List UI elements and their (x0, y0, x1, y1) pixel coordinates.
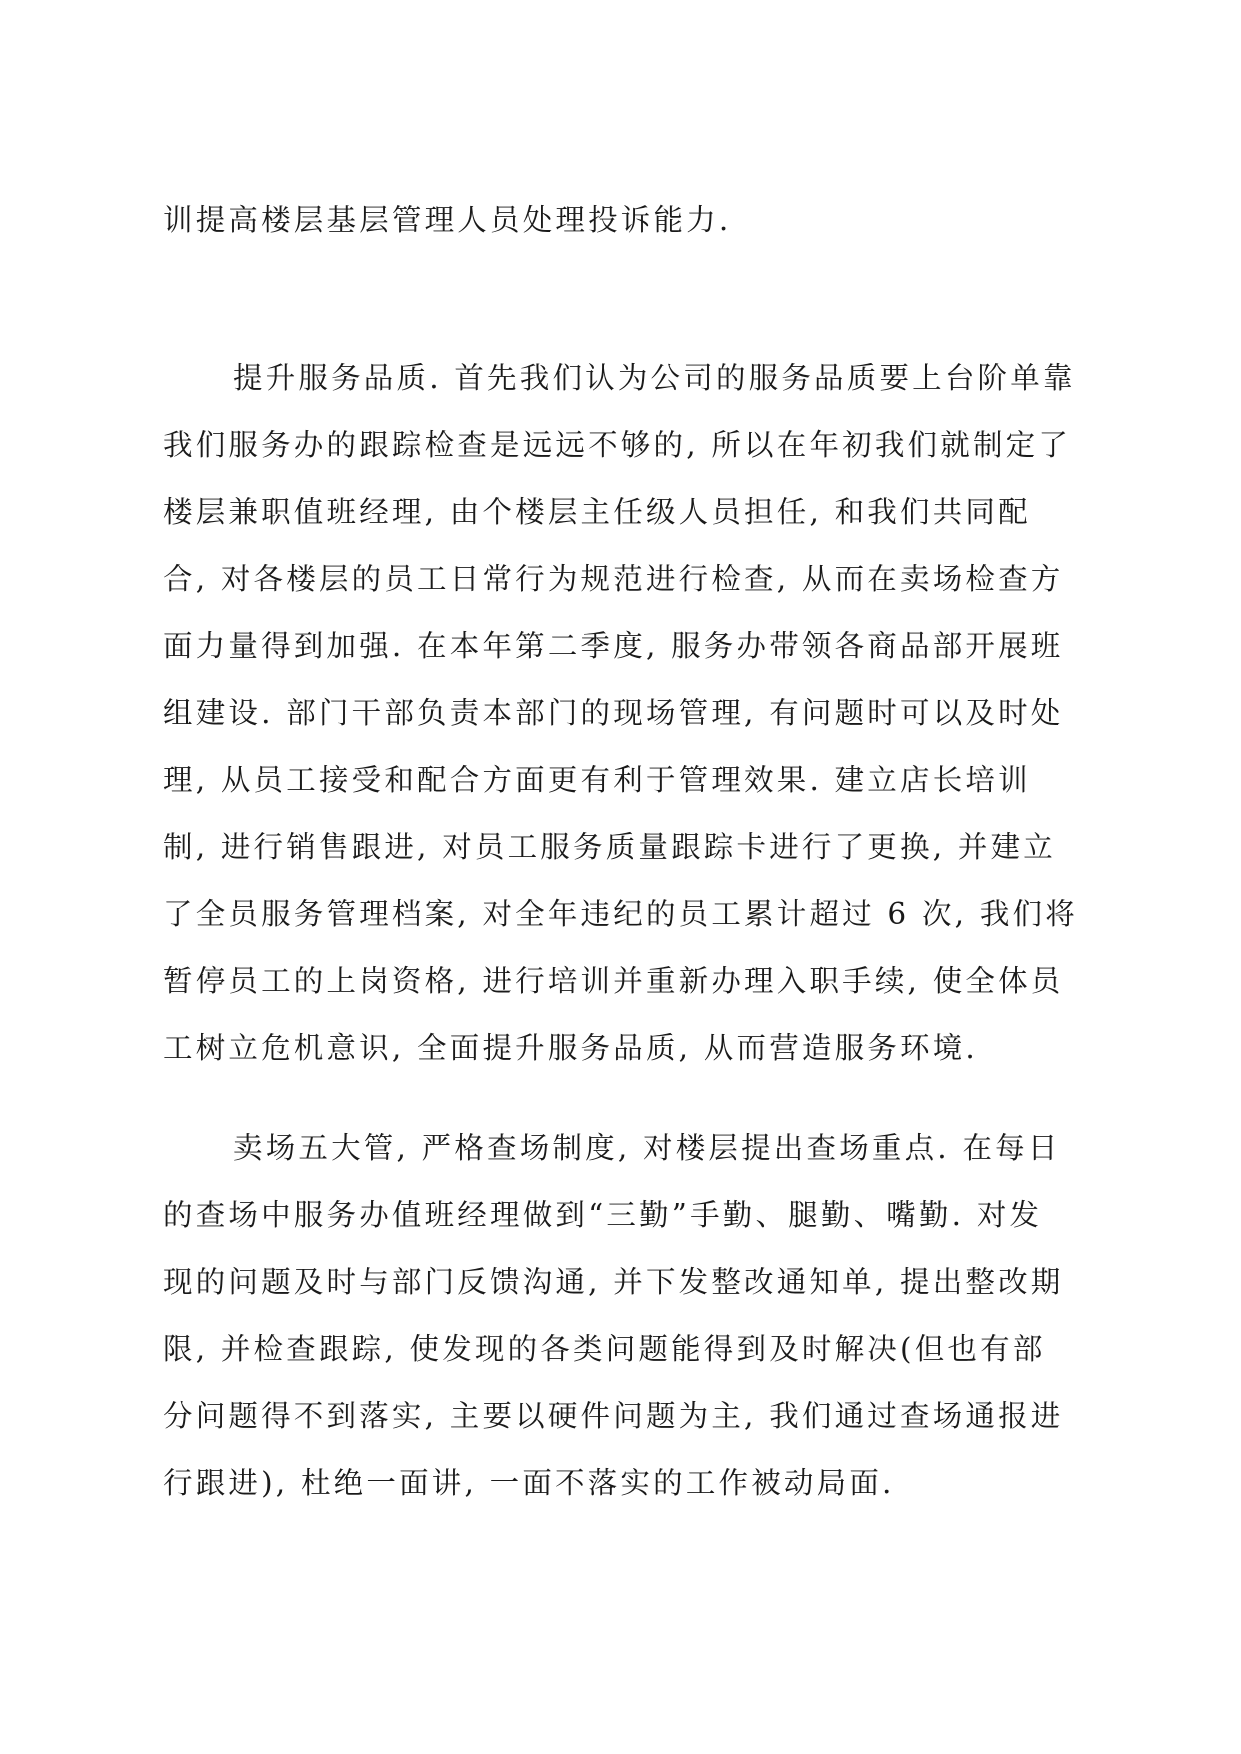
text-line: 限, 并检查跟踪, 使发现的各类问题能得到及时解决(但也有部 (163, 1332, 1046, 1366)
text-line: 训提高楼层基层管理人员处理投诉能力. (163, 203, 732, 237)
text-line: 提升服务品质. 首先我们认为公司的服务品质要上台阶单靠 (233, 361, 1076, 395)
text-line: 理, 从员工接受和配合方面更有利于管理效果. 建立店长培训 (163, 763, 1031, 797)
text-line: 现的问题及时与部门反馈沟通, 并下发整改通知单, 提出整改期 (163, 1265, 1064, 1299)
paragraph-1 (163, 187, 1093, 254)
text-line: 组建设. 部门干部负责本部门的现场管理, 有问题时可以及时处 (163, 696, 1064, 730)
text-line: 我们服务办的跟踪检查是远远不够的, 所以在年初我们就制定了 (163, 428, 1072, 462)
text-line: 行跟进), 杜绝一面讲, 一面不落实的工作被动局面. (163, 1466, 895, 1500)
text-line: 制, 进行销售跟进, 对员工服务质量跟踪卡进行了更换, 并建立 (163, 830, 1056, 864)
text-line: 工树立危机意识, 全面提升服务品质, 从而营造服务环境. (163, 1031, 978, 1065)
text-line: 了全员服务管理档案, 对全年违纪的员工累计超过 6 次, 我们将 (163, 897, 1078, 931)
text-line: 面力量得到加强. 在本年第二季度, 服务办带领各商品部开展班 (163, 629, 1064, 663)
text-line: 暂停员工的上岗资格, 进行培训并重新办理入职手续, 使全体员 (163, 964, 1064, 998)
text-line: 楼层兼职值班经理, 由个楼层主任级人员担任, 和我们共同配 (163, 495, 1031, 529)
text-line: 卖场五大管, 严格查场制度, 对楼层提出查场重点. 在每日 (233, 1131, 1061, 1165)
paragraph-2 (163, 345, 1093, 1082)
text-line: 分问题得不到落实, 主要以硬件问题为主, 我们通过查场通报进 (163, 1399, 1064, 1433)
text-line: 合, 对各楼层的员工日常行为规范进行检查, 从而在卖场检查方 (163, 562, 1064, 596)
paragraph-3 (163, 1115, 1093, 1517)
text-line: 的查场中服务办值班经理做到“三勤”手勤、腿勤、嘴勤. 对发 (163, 1198, 1043, 1232)
